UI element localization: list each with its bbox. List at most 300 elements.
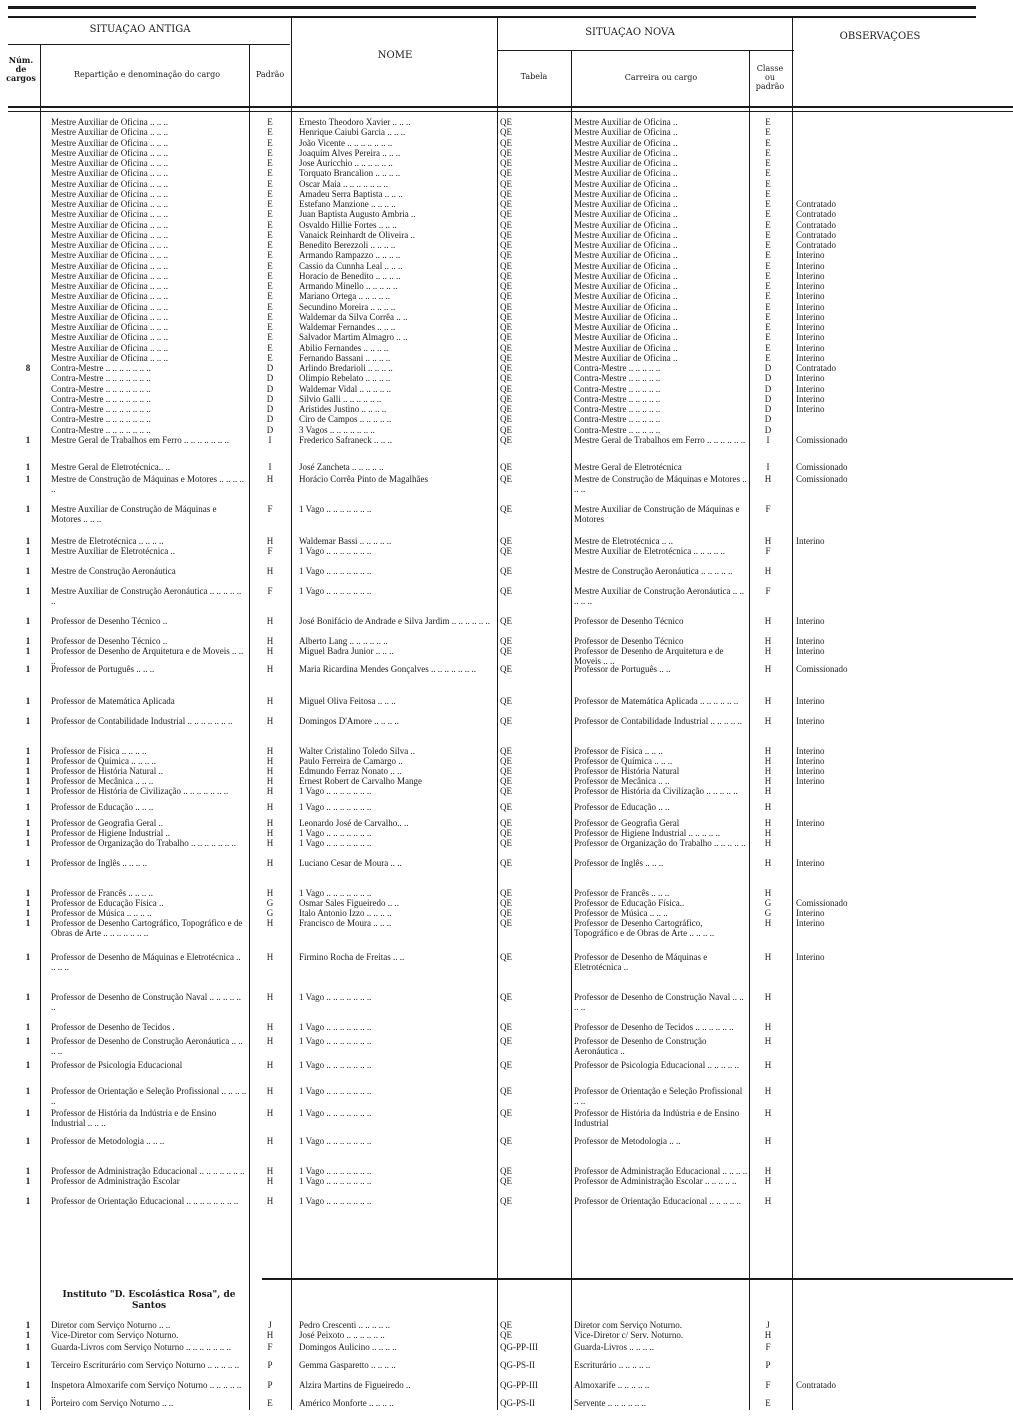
tabela-cell: QE	[500, 209, 512, 220]
padrao-cell: E	[267, 158, 273, 168]
reparticao-cell: Professor de Desenho Técnico ..	[51, 616, 168, 626]
padrao-cell: G	[266, 908, 274, 918]
carreira-cell: Professor de Desenho Técnico	[574, 616, 684, 626]
tabela-cell: QE	[500, 383, 512, 394]
classe-cell: H	[764, 1022, 772, 1032]
classe-cell: J	[766, 1320, 770, 1330]
num-cargos: 1	[25, 756, 31, 766]
padrao-cell: H	[266, 786, 274, 796]
tabela-cell: QE	[500, 435, 512, 445]
carreira-cell: Professor de Química .. .. ..	[574, 756, 673, 766]
padrao-cell: D	[266, 414, 274, 425]
tabela-cell: QE	[500, 908, 512, 918]
observacao-cell: Interino	[796, 918, 825, 928]
classe-cell: E	[765, 342, 771, 353]
reparticao-cell: Professor de História da Indústria e de Ensino Industrial .. .. ..	[51, 1108, 217, 1128]
carreira-cell: Servente .. .. .. .. .. ..	[574, 1398, 646, 1408]
section-rule	[262, 1278, 1013, 1280]
classe-cell: E	[765, 270, 771, 281]
header-reparticao: Repartição e denominação do cargo	[73, 70, 221, 79]
reparticao-cell: Professor de Mecânica .. .. ..	[51, 776, 154, 786]
nome-cell: 1 Vago .. .. .. .. .. .. ..	[299, 838, 372, 848]
nome-cell: Cassio da Cunnha Leal .. .. ..	[299, 260, 403, 271]
observacao-cell: Contratado	[796, 209, 836, 220]
header-situacao-antiga: SITUAÇAO ANTIGA	[89, 24, 191, 35]
num-cargos: 1	[25, 1330, 31, 1340]
observacao-cell: Interino	[796, 301, 825, 312]
observacao-cell: Contratado	[796, 363, 836, 373]
carreira-cell: Mestre Auxiliar de Oficina ..	[574, 219, 678, 230]
tabela-cell: QE	[500, 301, 512, 312]
classe-cell: E	[765, 250, 771, 261]
carreira-cell: Professor de Francês .. .. ..	[574, 888, 670, 898]
observacao-cell: Comissionado	[796, 462, 848, 472]
carreira-cell: Almoxarife .. .. .. .. ..	[574, 1380, 650, 1390]
classe-cell: E	[765, 147, 771, 158]
tabela-cell: QE	[500, 898, 512, 908]
classe-cell: H	[764, 888, 772, 898]
tabela-cell: QE	[500, 270, 512, 281]
classe-cell: D	[764, 363, 772, 373]
tabela-cell: QG-PS-II	[500, 1360, 535, 1370]
padrao-cell: H	[266, 992, 274, 1002]
tabela-cell: QE	[500, 616, 512, 626]
observacao-cell: Interino	[796, 636, 825, 646]
nome-cell: Arlindo Bredarioli .. .. .. ..	[299, 363, 393, 373]
carreira-cell: Mestre de Construção de Máquinas e Motores .. .. ..	[574, 474, 747, 494]
tabela-cell: QE	[500, 1060, 512, 1070]
classe-cell: H	[764, 566, 772, 576]
reparticao-cell: Mestre Auxiliar de Oficina .. .. ..	[51, 332, 168, 343]
observacao-cell: Interino	[796, 776, 825, 786]
reparticao-cell: Professor de Metodologia .. .. ..	[51, 1136, 165, 1146]
nome-cell: 1 Vago .. .. .. .. .. .. ..	[299, 1022, 372, 1032]
classe-cell: F	[765, 546, 771, 556]
num-cargos: 1	[25, 566, 31, 576]
carreira-cell: Professor de Desenho de Máquinas e Eletrotécnica ..	[574, 952, 708, 972]
observacao-cell: Contratado	[796, 240, 836, 250]
nome-cell: Jose Auricchio .. .. .. .. .. ..	[299, 158, 393, 168]
reparticao-cell: Contra-Mestre .. .. .. .. .. .. ..	[51, 404, 151, 414]
reparticao-cell: Mestre Auxiliar de Oficina .. .. ..	[51, 352, 168, 363]
reparticao-cell: Professor de Administração Escolar	[51, 1176, 180, 1186]
carreira-cell: Mestre Auxiliar de Oficina ..	[574, 260, 678, 271]
nome-cell: José Bonifácio de Andrade e Silva Jardim .. .. .. .. .. ..	[299, 616, 490, 626]
observacao-cell: Interino	[796, 616, 825, 626]
header-classe: Classe ou padrão	[755, 64, 785, 91]
tabela-cell: QE	[500, 756, 512, 766]
num-cargos: 1	[25, 952, 31, 962]
padrao-cell: G	[266, 898, 274, 908]
padrao-cell: E	[267, 260, 273, 271]
header-tabela: Tabela	[520, 72, 548, 81]
carreira-cell: Mestre Auxiliar de Oficina ..	[574, 240, 678, 250]
padrao-cell: H	[266, 1166, 274, 1176]
nome-cell: 1 Vago .. .. .. .. .. .. ..	[299, 786, 372, 796]
reparticao-cell: Professor de Desenho Cartográfico, Topográfico e de Obras de Arte .. .. .. .. .. .. ..	[51, 918, 243, 938]
carreira-cell: Professor de Psicologia Educacional .. .. .. .. ..	[574, 1060, 739, 1070]
carreira-cell: Mestre Auxiliar de Oficina ..	[574, 158, 678, 168]
padrao-cell: F	[267, 586, 273, 596]
institute-heading: Instituto "D. Escolástica Rosa", de Santos	[62, 1290, 236, 1311]
reparticao-cell: Mestre Geral de Trabalhos em Ferro .. .. .. .. .. .. ..	[51, 435, 229, 445]
padrao-cell: D	[266, 373, 274, 384]
reparticao-cell: Mestre Auxiliar de Oficina .. .. ..	[51, 301, 168, 312]
reparticao-cell: Professor de História Natural ..	[51, 766, 163, 776]
carreira-cell: Mestre Auxiliar de Oficina ..	[574, 188, 678, 199]
reparticao-cell: Mestre Auxiliar de Construção Aeronáutica .. .. .. .. .. ..	[51, 586, 242, 606]
num-cargos: 1	[25, 474, 31, 484]
tabela-cell: QE	[500, 1136, 512, 1146]
tabela-cell: QG-PP-III	[500, 1342, 538, 1352]
padrao-cell: H	[266, 1136, 274, 1146]
tabela-cell: QE	[500, 229, 512, 240]
tabela-cell: QE	[500, 746, 512, 756]
observacao-cell: Contratado	[796, 219, 836, 230]
observacao-cell: Interino	[796, 766, 825, 776]
nome-cell: Benedito Berezzoli .. .. .. ..	[299, 240, 396, 250]
reparticao-cell: Mestre Auxiliar de Oficina .. .. ..	[51, 188, 168, 199]
reparticao-cell: Mestre Auxiliar de Oficina .. .. ..	[51, 240, 168, 250]
padrao-cell: H	[266, 746, 274, 756]
carreira-cell: Mestre Auxiliar de Oficina ..	[574, 209, 678, 220]
nome-cell: Pedro Crescenti .. .. .. .. ..	[299, 1320, 390, 1330]
carreira-cell: Mestre Auxiliar de Oficina ..	[574, 281, 678, 291]
tabela-cell: QE	[500, 127, 512, 138]
observacao-cell: Interino	[796, 908, 825, 918]
nome-cell: 1 Vago .. .. .. .. .. .. ..	[299, 828, 372, 838]
reparticao-cell: Mestre Auxiliar de Eletrotécnica ..	[51, 546, 175, 556]
tabela-cell: QE	[500, 1108, 512, 1118]
tabela-cell: QE	[500, 332, 512, 343]
carreira-cell: Professor de Desenho Técnico	[574, 636, 684, 646]
header-bottom-rule	[8, 106, 1013, 108]
padrao-cell: H	[266, 1060, 274, 1070]
nome-cell: Domingos Aulicino .. .. .. ..	[299, 1342, 397, 1352]
carreira-cell: Professor de Metodologia .. ..	[574, 1136, 681, 1146]
carreira-cell: Contra-Mestre .. .. .. .. ..	[574, 373, 661, 384]
num-cargos: 1	[25, 716, 31, 726]
carreira-cell: Professor de Desenho de Tecidos .. .. .. .. .. ..	[574, 1022, 734, 1032]
nome-cell: Aristides Justino .. .. .. ..	[299, 404, 387, 414]
classe-cell: H	[764, 1196, 772, 1206]
observacao-cell: Interino	[796, 646, 825, 656]
observacao-cell: Interino	[796, 404, 825, 414]
classe-cell: E	[765, 188, 771, 199]
observacao-cell: Interino	[796, 311, 825, 322]
classe-cell: E	[765, 178, 771, 189]
reparticao-cell: Mestre Auxiliar de Oficina .. .. ..	[51, 147, 168, 158]
tabela-cell: QE	[500, 147, 512, 158]
tabela-cell: QG-PP-III	[500, 1380, 538, 1390]
nome-cell: Torquato Brancalion .. .. .. ..	[299, 168, 401, 179]
reparticao-cell: Mestre Geral de Eletrotécnica.. ..	[51, 462, 170, 472]
reparticao-cell: Guarda-Livros com Serviço Noturno .. .. .. .. .. .. ..	[51, 1342, 231, 1352]
num-cargos: 1	[25, 664, 31, 674]
padrao-cell: H	[266, 474, 274, 484]
reparticao-cell: Mestre Auxiliar de Oficina .. .. ..	[51, 281, 168, 291]
classe-cell: E	[765, 137, 771, 148]
carreira-cell: Escriturário .. .. .. .. ..	[574, 1360, 651, 1370]
padrao-cell: E	[267, 117, 273, 127]
padrao-cell: E	[267, 322, 273, 332]
padrao-cell: H	[266, 636, 274, 646]
observacao-cell: Interino	[796, 818, 825, 828]
nome-cell: Alzira Martins de Figueiredo ..	[299, 1380, 411, 1390]
reparticao-cell: Mestre Auxiliar de Oficina .. .. ..	[51, 322, 168, 332]
padrao-cell: H	[266, 1196, 274, 1206]
classe-cell: H	[764, 716, 772, 726]
num-cargos: 1	[25, 898, 31, 908]
classe-cell: H	[764, 1136, 772, 1146]
nome-cell: 1 Vago .. .. .. .. .. .. ..	[299, 586, 372, 596]
reparticao-cell: Professor de Higiene Industrial ..	[51, 828, 170, 838]
tabela-cell: QG-PS-II	[500, 1398, 535, 1408]
padrao-cell: E	[267, 250, 273, 261]
header-observacoes: OBSERVAÇOES	[839, 31, 921, 42]
reparticao-cell: Mestre de Construção de Máquinas e Motores .. .. .. .. ..	[51, 474, 244, 494]
tabela-cell: QE	[500, 188, 512, 199]
classe-cell: E	[765, 158, 771, 168]
reparticao-cell: Mestre Auxiliar de Oficina .. .. ..	[51, 260, 168, 271]
tabela-cell: QE	[500, 474, 512, 484]
classe-cell: E	[765, 199, 771, 209]
observacao-cell: Comissionado	[796, 898, 848, 908]
nome-cell: Olimpio Rebelato .. .. .. ..	[299, 373, 391, 384]
nome-cell: Juan Baptista Augusto Ambria ..	[299, 209, 416, 220]
tabela-cell: QE	[500, 373, 512, 384]
nome-cell: 1 Vago .. .. .. .. .. .. ..	[299, 992, 372, 1002]
tabela-cell: QE	[500, 664, 512, 674]
tabela-cell: QE	[500, 178, 512, 189]
nome-cell: Estefano Manzione .. .. .. ..	[299, 199, 396, 209]
reparticao-cell: Contra-Mestre .. .. .. .. .. .. ..	[51, 373, 151, 384]
observacao-cell: Interino	[796, 383, 825, 394]
num-cargos: 1	[25, 1060, 31, 1070]
nome-cell: Italo Antonio Izzo .. .. .. ..	[299, 908, 392, 918]
nome-cell: Luciano Cesar de Moura .. ..	[299, 858, 402, 868]
tabela-cell: QE	[500, 918, 512, 928]
carreira-cell: Professor de Matemática Aplicada .. .. .. .. .. ..	[574, 696, 739, 706]
classe-cell: I	[766, 462, 770, 472]
tabela-cell: QE	[500, 546, 512, 556]
padrao-cell: H	[266, 858, 274, 868]
num-cargos: 1	[25, 462, 31, 472]
nome-cell: Oscar Maia .. .. .. .. .. .. ..	[299, 178, 388, 189]
header-situacao-nova: SITUAÇAO NOVA	[585, 27, 675, 38]
padrao-cell: E	[267, 281, 273, 291]
reparticao-cell: Professor de História de Civilização .. .. .. .. .. .. ..	[51, 786, 229, 796]
padrao-cell: D	[266, 383, 274, 394]
carreira-cell: Mestre Auxiliar de Oficina ..	[574, 250, 678, 261]
carreira-cell: Mestre Auxiliar de Oficina ..	[574, 352, 678, 363]
observacao-cell: Interino	[796, 373, 825, 384]
reparticao-cell: Professor de Desenho de Máquinas e Eletrotécnica .. .. .. ..	[51, 952, 241, 972]
nome-cell: 1 Vago .. .. .. .. .. .. ..	[299, 802, 372, 812]
num-cargos: 1	[25, 746, 31, 756]
tabela-cell: QE	[500, 828, 512, 838]
classe-cell: H	[764, 838, 772, 848]
tabela-cell: QE	[500, 424, 512, 435]
reparticao-cell: Professor de Orientação e Seleção Profissional .. .. .. .. ..	[51, 1086, 247, 1106]
header-num-cargos: Núm. de cargos	[6, 55, 36, 83]
carreira-cell: Professor de Mecânica .. ..	[574, 776, 670, 786]
classe-cell: E	[765, 291, 771, 302]
tabela-cell: QE	[500, 363, 512, 373]
num-cargos: 1	[25, 802, 31, 812]
observacao-cell: Comissionado	[796, 435, 848, 445]
nome-cell: Miguel Oliva Feitosa .. .. ..	[299, 696, 396, 706]
carreira-cell: Professor de História da Indústria e de Ensino Industrial	[574, 1108, 740, 1128]
carreira-cell: Professor de Educação Física..	[574, 898, 685, 908]
classe-cell: H	[764, 756, 772, 766]
nome-cell: 1 Vago .. .. .. .. .. .. ..	[299, 1086, 372, 1096]
num-cargos: 1	[25, 908, 31, 918]
carreira-cell: Mestre Auxiliar de Construção de Máquinas e Motores	[574, 504, 740, 524]
padrao-cell: H	[266, 838, 274, 848]
num-cargos: 1	[25, 646, 31, 656]
header-padrao: Padrão	[255, 70, 285, 79]
reparticao-cell: Professor de Organização do Trabalho .. .. .. .. .. .. ..	[51, 838, 237, 848]
tabela-cell: QE	[500, 566, 512, 576]
carreira-cell: Professor de Contabilidade Industrial .. .. .. .. ..	[574, 716, 742, 726]
num-cargos: 1	[25, 1166, 31, 1176]
reparticao-cell: Professor de Orientação Educacional .. .. .. .. .. .. .. ..	[51, 1196, 239, 1206]
nome-cell: 1 Vago .. .. .. .. .. .. ..	[299, 1166, 372, 1176]
reparticao-cell: Inspetora Almoxarife com Serviço Noturno .. .. .. .. .. ..	[51, 1380, 242, 1400]
padrao-cell: D	[266, 393, 274, 404]
tabela-cell: QE	[500, 1036, 512, 1046]
observacao-cell: Interino	[796, 250, 825, 261]
nome-cell: Américo Monforte .. .. .. ..	[299, 1398, 394, 1408]
classe-cell: F	[765, 1342, 771, 1352]
reparticao-cell: Professor de Matemática Aplicada	[51, 696, 175, 706]
col-rule-6	[749, 50, 750, 1410]
num-cargos: 1	[25, 1086, 31, 1096]
tabela-cell: QE	[500, 766, 512, 776]
observacao-cell: Interino	[796, 260, 825, 271]
reparticao-cell: Professor de Desenho de Construção Aeronáutica .. .. .. ..	[51, 1036, 243, 1056]
observacao-cell: Interino	[796, 322, 825, 332]
carreira-cell: Mestre Auxiliar de Oficina ..	[574, 291, 678, 302]
nome-cell: Frederico Safraneck .. .. ..	[299, 435, 392, 445]
padrao-cell: H	[266, 566, 274, 576]
carreira-cell: Mestre Auxiliar de Oficina ..	[574, 117, 678, 127]
header-carreira: Carreira ou cargo	[624, 73, 698, 82]
nome-cell: Fernando Bassani .. .. .. ..	[299, 352, 391, 363]
carreira-cell: Professor de Geografia Geral	[574, 818, 680, 828]
reparticao-cell: Professor de Desenho de Construção Naval .. .. .. .. .. ..	[51, 992, 241, 1012]
observacao-cell: Interino	[796, 270, 825, 281]
classe-cell: H	[764, 696, 772, 706]
padrao-cell: D	[266, 404, 274, 414]
classe-cell: E	[765, 332, 771, 343]
tabela-cell: QE	[500, 646, 512, 656]
nome-cell: 1 Vago .. .. .. .. .. .. ..	[299, 1060, 372, 1070]
classe-cell: D	[764, 424, 772, 435]
num-cargos: 1	[25, 766, 31, 776]
reparticao-cell: Vice-Diretor com Serviço Noturno.	[51, 1330, 179, 1340]
num-cargos: 1	[25, 818, 31, 828]
carreira-cell: Professor de Desenho de Construção Aeronáutica ..	[574, 1036, 707, 1056]
num-cargos: 8	[25, 363, 31, 373]
tabela-cell: QE	[500, 1330, 512, 1340]
reparticao-cell: Professor de Português .. .. ..	[51, 664, 155, 674]
reparticao-cell: Porteiro com Serviço Noturno .. ..	[51, 1398, 174, 1408]
tabela-cell: QE	[500, 888, 512, 898]
carreira-cell: Professor de Administração Escolar .. .. .. .. ..	[574, 1176, 737, 1186]
padrao-cell: E	[267, 332, 273, 343]
carreira-cell: Professor de História Natural	[574, 766, 680, 776]
tabela-cell: QE	[500, 342, 512, 353]
classe-cell: H	[764, 636, 772, 646]
tabela-cell: QE	[500, 250, 512, 261]
reparticao-cell: Contra-Mestre .. .. .. .. .. .. ..	[51, 383, 151, 394]
num-cargos: 1	[25, 828, 31, 838]
nome-cell: 1 Vago .. .. .. .. .. .. ..	[299, 1108, 372, 1118]
padrao-cell: E	[267, 301, 273, 312]
observacao-cell: Comissionado	[796, 474, 848, 484]
padrao-cell: E	[267, 240, 273, 250]
nome-cell: Walter Cristalino Toledo Silva ..	[299, 746, 415, 756]
reparticao-cell: Mestre Auxiliar de Oficina .. .. ..	[51, 137, 168, 148]
carreira-cell: Mestre Auxiliar de Oficina ..	[574, 178, 678, 189]
padrao-cell: E	[267, 137, 273, 148]
num-cargos: 1	[25, 838, 31, 848]
header-divider-left	[8, 44, 290, 45]
reparticao-cell: Professor de Química .. .. .. ..	[51, 756, 156, 766]
reparticao-cell: Mestre Auxiliar de Oficina .. .. ..	[51, 209, 168, 220]
classe-cell: H	[764, 1166, 772, 1176]
padrao-cell: D	[266, 363, 274, 373]
classe-cell: H	[764, 818, 772, 828]
reparticao-cell: Contra-Mestre .. .. .. .. .. .. ..	[51, 424, 151, 435]
carreira-cell: Contra-Mestre .. .. .. .. ..	[574, 414, 661, 425]
nome-cell: Waldemar Bassi .. .. .. .. ..	[299, 536, 392, 546]
carreira-cell: Mestre Auxiliar de Oficina ..	[574, 322, 678, 332]
padrao-cell: E	[267, 270, 273, 281]
carreira-cell: Mestre Auxiliar de Eletrotécnica .. .. .. .. ..	[574, 546, 725, 556]
carreira-cell: Contra-Mestre .. .. .. .. ..	[574, 404, 661, 414]
classe-cell: E	[765, 260, 771, 271]
tabela-cell: QE	[500, 786, 512, 796]
tabela-cell: QE	[500, 404, 512, 414]
nome-cell: Edmundo Ferraz Nonato .. ..	[299, 766, 402, 776]
classe-cell: H	[764, 1330, 772, 1340]
nome-cell: 3 Vagos .. .. .. .. .. .. ..	[299, 424, 375, 435]
col-rule-5	[571, 50, 572, 1410]
padrao-cell: H	[266, 828, 274, 838]
reparticao-cell: Mestre Auxiliar de Oficina .. .. ..	[51, 342, 168, 353]
classe-cell: F	[765, 586, 771, 596]
reparticao-cell: Mestre de Construção Aeronáutica	[51, 566, 176, 576]
nome-cell: Abilio Fernandes .. .. .. ..	[299, 342, 389, 353]
observacao-cell: Interino	[796, 858, 825, 868]
classe-cell: H	[764, 1176, 772, 1186]
carreira-cell: Professor de Higiene Industrial .. .. .. .. ..	[574, 828, 720, 838]
padrao-cell: E	[267, 209, 273, 220]
padrao-cell: J	[268, 1320, 272, 1330]
padrao-cell: H	[266, 818, 274, 828]
tabela-cell: QE	[500, 992, 512, 1002]
carreira-cell: Professor de Orientação e Seleção Profissional .. ..	[574, 1086, 743, 1106]
carreira-cell: Mestre de Eletrotécnica .. ..	[574, 536, 673, 546]
nome-cell: José Peixoto .. .. .. .. .. ..	[299, 1330, 385, 1340]
reparticao-cell: Professor de Contabilidade Industrial .. .. .. .. .. .. ..	[51, 716, 233, 726]
col-rule-7	[792, 18, 793, 1410]
reparticao-cell: Professor de Administração Educacional .. .. .. .. .. .. ..	[51, 1166, 245, 1176]
tabela-cell: QE	[500, 158, 512, 168]
